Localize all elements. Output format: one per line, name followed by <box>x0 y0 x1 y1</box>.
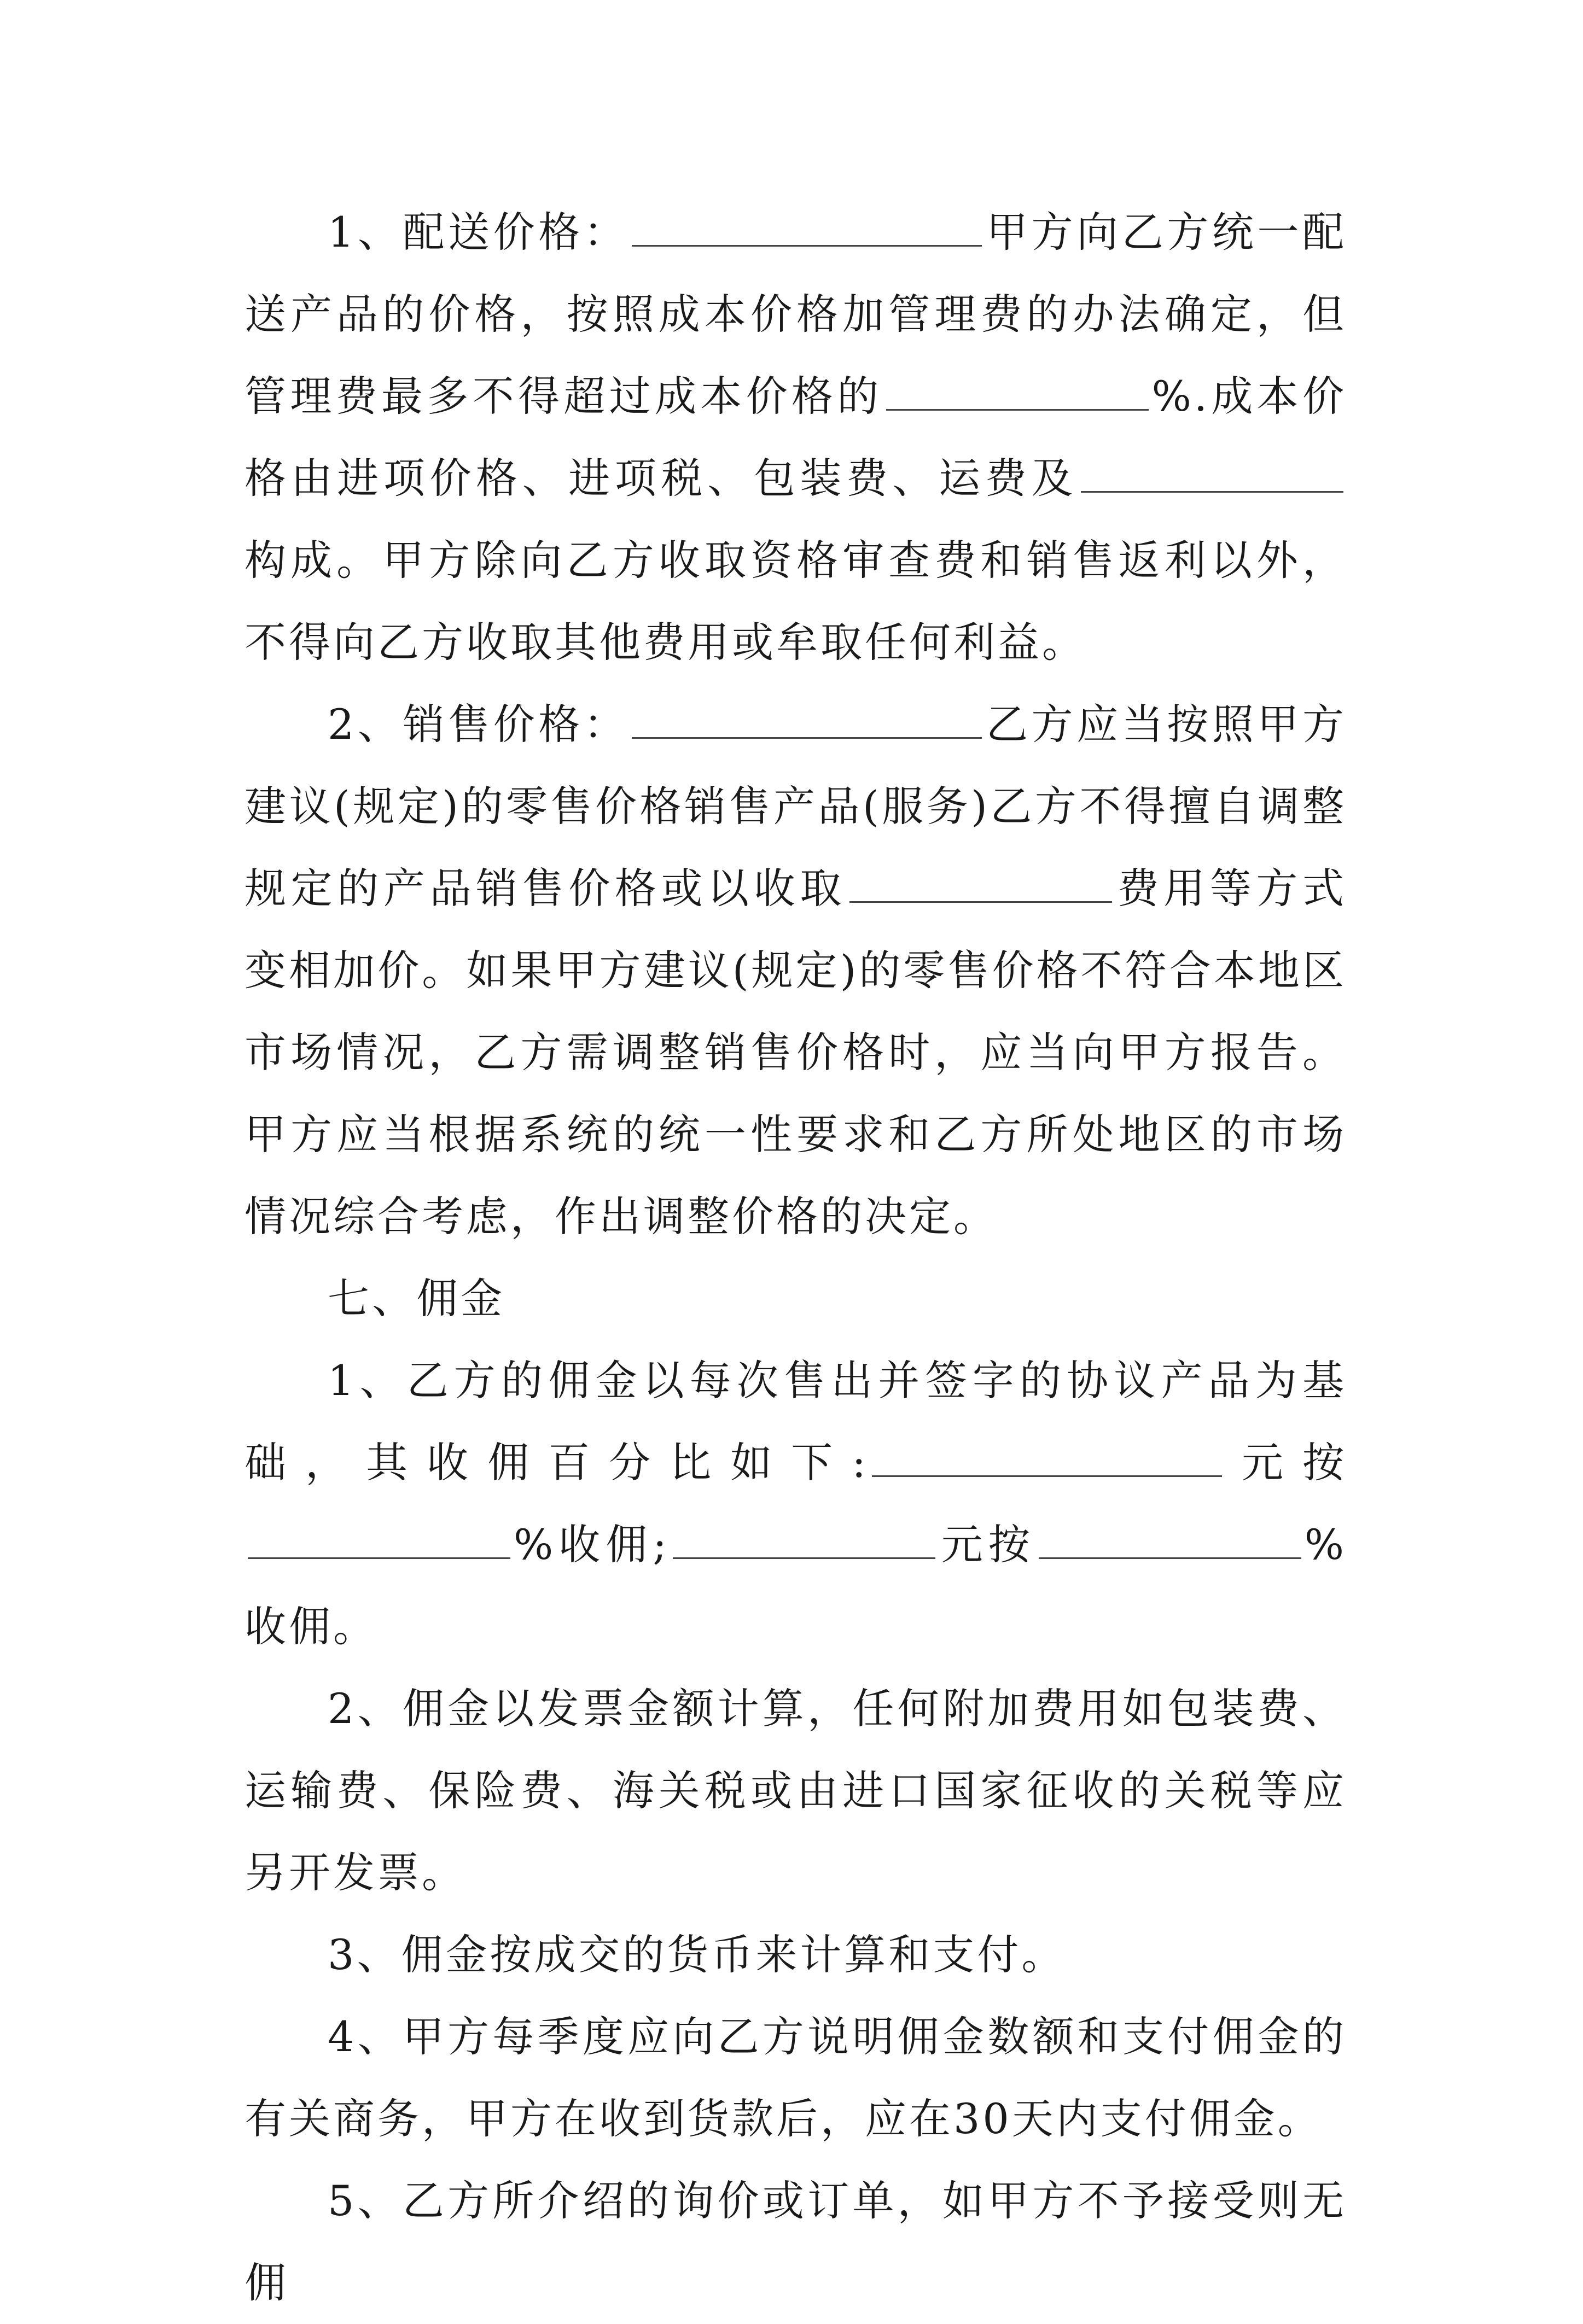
fill-in-blank <box>1081 456 1343 493</box>
paragraph-text: %收佣。 <box>245 1520 1347 1651</box>
paragraph-text: 4、甲方每季度应向乙方说明佣金数额和支付佣金的有关商务，甲方在收到货款后，应在30天内支付佣金。 <box>245 2012 1347 2143</box>
paragraph-p4 <box>245 1340 1347 1668</box>
paragraph-p6 <box>245 1914 1347 1996</box>
paragraph-text: 1、配送价格： <box>328 208 629 256</box>
paragraph-text: 乙方应当按照甲方建议(规定)的零售价格销售产品(服务)乙方不得擅自调整规定的产品销售价格或以收取 <box>245 700 1347 913</box>
fill-in-blank <box>886 374 1149 411</box>
paragraph-text: 费用等方式变相加价。如果甲方建议(规定)的零售价格不符合本地区市场情况，乙方需调整销售价格时，应当向甲方报告。甲方应当根据系统的统一性要求和乙方所处地区的市场情况综合考虑，作出调整价格的决定。 <box>245 864 1347 1241</box>
paragraph-text: 七、佣金 <box>328 1274 505 1323</box>
paragraph-p7 <box>245 1996 1347 2160</box>
paragraph-p1 <box>245 191 1347 684</box>
paragraph-text: 2、佣金以发票金额计算，任何附加费用如包装费、运输费、保险费、海关税或由进口国家征收的关税等应另开发票。 <box>245 1684 1347 1897</box>
paragraph-text: 2、销售价格： <box>328 700 629 749</box>
paragraph-text: 元按 <box>1225 1438 1347 1487</box>
fill-in-blank <box>872 1440 1222 1477</box>
fill-in-blank <box>1039 1522 1301 1559</box>
paragraph-p5 <box>245 1668 1347 1914</box>
paragraph-text: 3、佣金按成交的货币来计算和支付。 <box>328 1930 1066 1979</box>
fill-in-blank <box>632 210 982 247</box>
fill-in-blank <box>248 1522 510 1559</box>
paragraph-text: 甲方向乙方统一配送产品的价格，按照成本价格加管理费的办法确定，但管理费最多不得超过成本价格的 <box>245 208 1347 421</box>
fill-in-blank <box>632 702 982 739</box>
fill-in-blank <box>849 866 1112 903</box>
paragraph-text: %.成本价格由进项价格、进项税、包装费、运费及 <box>245 372 1347 503</box>
paragraph-text: 元按 <box>938 1520 1035 1569</box>
paragraph-text: 1、乙方的佣金以每次售出并签字的协议产品为基础，其收佣百分比如下: <box>245 1356 1347 1487</box>
paragraph-p2 <box>245 684 1347 1258</box>
paragraph-p8 <box>245 2160 1347 2324</box>
fill-in-blank <box>673 1522 935 1559</box>
paragraph-p3 <box>245 1258 1347 1340</box>
document-body <box>245 191 1347 2324</box>
paragraph-text: %收佣; <box>514 1520 670 1569</box>
paragraph-text: 5、乙方所介绍的询价或订单，如甲方不予接受则无佣 <box>245 2176 1347 2307</box>
paragraph-text: 构成。甲方除向乙方收取资格审查费和销售返利以外，不得向乙方收取其他费用或牟取任何利益。 <box>245 536 1347 667</box>
